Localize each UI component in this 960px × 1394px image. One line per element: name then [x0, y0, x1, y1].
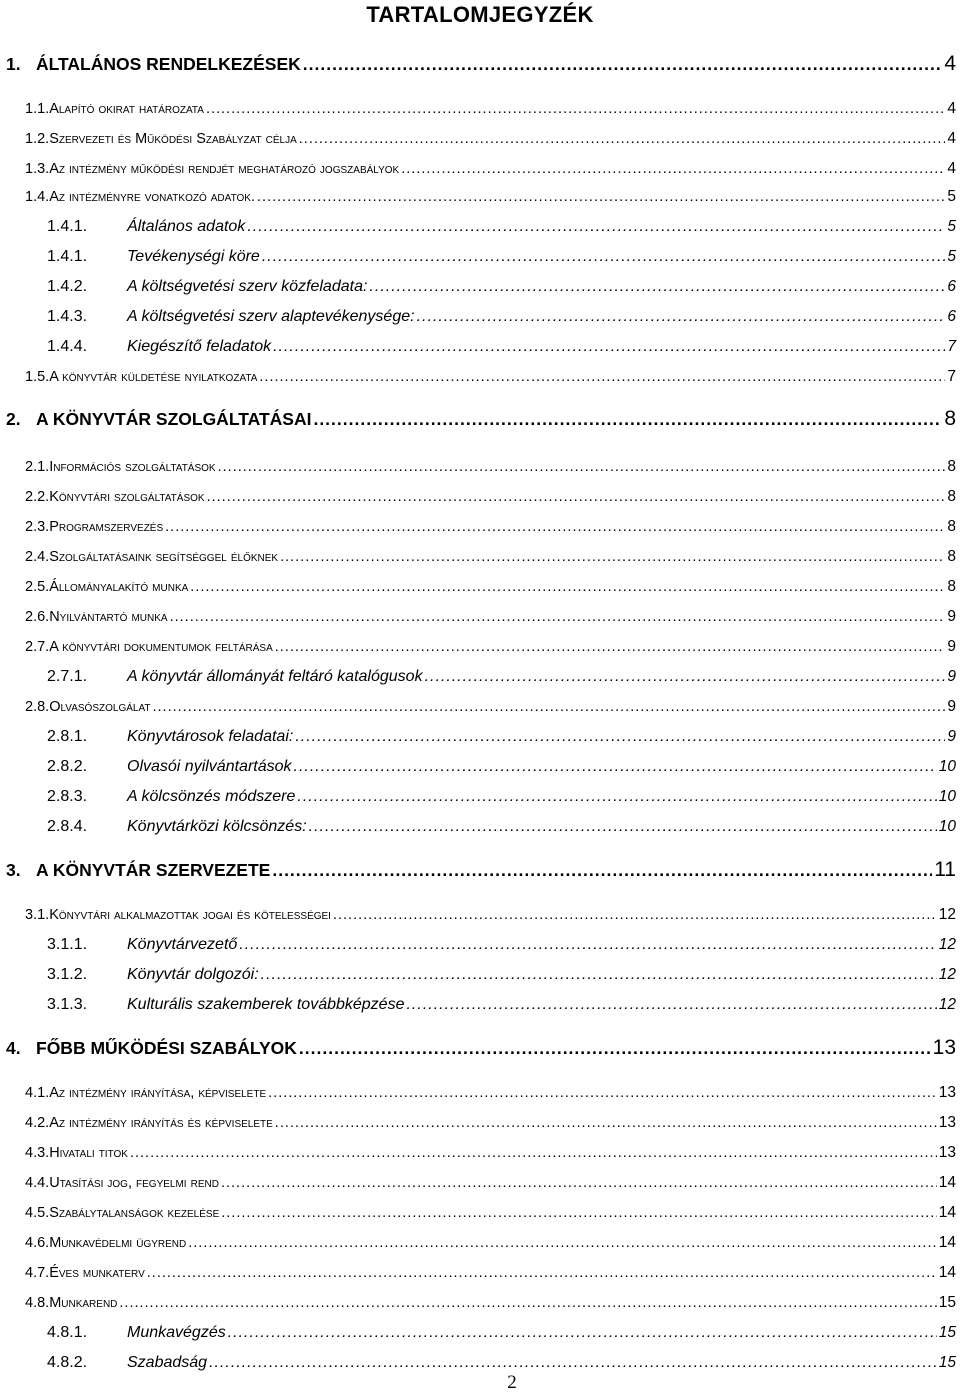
toc-entry-level-3[interactable]: [0, 758, 956, 776]
toc-entry-number: 1.4.: [25, 189, 50, 205]
toc-entry-page: 14: [938, 1174, 956, 1191]
toc-entry-page: 8: [944, 407, 956, 430]
toc-entry-page: 5: [947, 188, 956, 205]
toc-entry-number: 2.8.: [25, 699, 50, 715]
toc-entry-title: Könyvtárközi kölcsönzés:: [127, 818, 307, 835]
toc-entry-number: 2.3.: [25, 519, 50, 535]
toc-entry-number: 2.8.1.: [47, 728, 88, 745]
toc-dot-leader: [280, 549, 945, 565]
toc-entry-title: Szervezeti és Működési Szabályzat célja: [49, 131, 297, 147]
toc-dot-leader: [299, 1038, 931, 1059]
toc-entry-title: Állományalakító munka: [49, 579, 189, 595]
toc-entry-level-2[interactable]: [0, 698, 956, 716]
toc-dot-leader: [206, 101, 945, 117]
page-number: 2: [507, 1372, 517, 1393]
toc-dot-leader: [209, 1354, 937, 1372]
toc-entry-title: Az intézmény működési rendjét meghatározó jogszabályok: [49, 161, 400, 177]
toc-entry-level-1[interactable]: [0, 407, 956, 431]
toc-entry-level-2[interactable]: [0, 160, 956, 178]
toc-entry-page: 4: [947, 160, 956, 177]
toc-dot-leader: [401, 161, 945, 177]
toc-entry-number: 1.1.: [25, 101, 50, 117]
toc-entry-number: 2.7.1.: [47, 668, 88, 685]
toc-entry-page: 15: [938, 1294, 956, 1311]
toc-entry-page: 7: [947, 338, 956, 355]
toc-entry-level-2[interactable]: [0, 608, 956, 626]
toc-entry-level-3[interactable]: [0, 668, 956, 686]
toc-dot-leader: [247, 218, 945, 236]
toc-entry-level-3[interactable]: [0, 308, 956, 326]
toc-entry-page: 9: [947, 638, 956, 655]
toc-entry-page: 13: [938, 1084, 956, 1101]
toc-entry-title: Az intézmény irányítás és képviselete: [49, 1115, 273, 1131]
toc-dot-leader: [257, 189, 945, 205]
toc-entry-number: 4.1.: [25, 1085, 50, 1101]
toc-entry-title: Szolgáltatásaink segítséggel élőknek: [49, 549, 279, 565]
toc-dot-leader: [239, 936, 936, 954]
toc-entry-title: Programszervezés: [49, 519, 164, 535]
toc-entry-number: 4.3.: [25, 1145, 50, 1161]
toc-entry-level-1[interactable]: [0, 858, 956, 882]
toc-entry-level-3[interactable]: [0, 248, 956, 266]
toc-dot-leader: [259, 369, 945, 385]
toc-entry-title: Az intézményre vonatkozó adatok.: [49, 189, 255, 205]
toc-entry-number: 3.1.2.: [47, 966, 88, 983]
toc-dot-leader: [188, 1235, 937, 1251]
toc-entry-level-2[interactable]: [0, 458, 956, 476]
toc-entry-page: 12: [938, 966, 956, 983]
toc-dot-leader: [207, 489, 946, 505]
toc-entry-title: FŐBB MŰKÖDÉSI SZABÁLYOK: [36, 1038, 297, 1058]
toc-entry-number: 2.4.: [25, 549, 50, 565]
toc-entry-page: 4: [947, 130, 956, 147]
toc-dot-leader: [406, 996, 936, 1014]
toc-entry-title: A kölcsönzés módszere: [127, 788, 296, 805]
toc-dot-leader: [295, 728, 945, 746]
toc-entry-title: A KÖNYVTÁR SZOLGÁLTATÁSAI: [36, 409, 312, 429]
toc-entry-level-2[interactable]: [0, 1114, 956, 1132]
toc-entry-number: 2.2.: [25, 489, 50, 505]
toc-dot-leader: [294, 758, 937, 776]
toc-entry-level-2[interactable]: [0, 1234, 956, 1252]
toc-entry-title: Információs szolgáltatások: [49, 459, 216, 475]
toc-entry-title: Szabálytalanságok kezelése: [49, 1205, 220, 1221]
toc-entry-title: A könyvtári dokumentumok feltárása: [49, 639, 273, 655]
toc-entry-title: Hivatali titok: [49, 1145, 128, 1161]
toc-entry-page: 14: [938, 1204, 956, 1221]
toc-dot-leader: [165, 519, 945, 535]
toc-dot-leader: [275, 639, 946, 655]
toc-entry-title: Kulturális szakemberek továbbképzése: [127, 996, 405, 1013]
toc-entry-number: 1.3.: [25, 161, 50, 177]
toc-dot-leader: [417, 308, 946, 326]
toc-entry-number: 4.8.2.: [47, 1354, 88, 1371]
toc-entry-page: 10: [938, 818, 956, 835]
toc-entry-number: 2.6.: [25, 609, 50, 625]
toc-dot-leader: [119, 1295, 936, 1311]
toc-entry-page: 6: [947, 278, 956, 295]
toc-entry-number: 4.4.: [25, 1175, 50, 1191]
toc-dot-leader: [275, 1115, 937, 1131]
toc-entry-level-2[interactable]: [0, 518, 956, 536]
toc-entry-number: 4.8.: [25, 1295, 50, 1311]
toc-dot-leader: [333, 907, 937, 923]
toc-entry-level-2[interactable]: [0, 188, 956, 206]
toc-entry-level-3[interactable]: [0, 1354, 956, 1372]
toc-dot-leader: [153, 699, 946, 715]
toc-dot-leader: [130, 1145, 937, 1161]
toc-entry-page: 10: [938, 758, 956, 775]
toc-entry-number: 1.: [6, 54, 21, 74]
toc-dot-leader: [228, 1324, 937, 1342]
toc-entry-title: Nyilvántartó munka: [49, 609, 168, 625]
toc-entry-title: A KÖNYVTÁR SZERVEZETE: [36, 860, 271, 880]
toc-entry-page: 9: [947, 608, 956, 625]
toc-entry-title: A költségvetési szerv alaptevékenysége:: [127, 308, 415, 325]
toc-entry-page: 12: [938, 996, 956, 1013]
toc-dot-leader: [309, 818, 937, 836]
toc-entry-number: 1.4.4.: [47, 338, 88, 355]
toc-entry-number: 3.1.3.: [47, 996, 88, 1013]
toc-entry-number: 4.5.: [25, 1205, 50, 1221]
toc-entry-page: 4: [944, 52, 956, 75]
toc-entry-title: Kiegészítő feladatok: [127, 338, 272, 355]
toc-entry-title: Könyvtárosok feladatai:: [127, 728, 294, 745]
toc-entry-number: 2.5.: [25, 579, 50, 595]
toc-entry-page: 15: [938, 1354, 956, 1371]
toc-entry-level-2[interactable]: [0, 488, 956, 506]
toc-entry-page: 12: [938, 906, 956, 923]
toc-entry-page: 10: [938, 788, 956, 805]
toc-dot-leader: [369, 278, 945, 296]
toc-entry-page: 14: [938, 1234, 956, 1251]
toc-entry-number: 4.6.: [25, 1235, 50, 1251]
toc-entry-level-3[interactable]: [0, 788, 956, 806]
toc-dot-leader: [190, 579, 945, 595]
toc-dot-leader: [299, 131, 946, 147]
toc-entry-number: 1.5.: [25, 369, 50, 385]
toc-entry-title: Olvasószolgálat: [49, 699, 151, 715]
toc-entry-title: Könyvtár dolgozói:: [127, 966, 259, 983]
toc-dot-leader: [297, 788, 936, 806]
toc-entry-number: 2.8.3.: [47, 788, 88, 805]
toc-entry-level-3[interactable]: [0, 218, 956, 236]
toc-dot-leader: [221, 1175, 937, 1191]
toc-dot-leader: [313, 409, 942, 430]
toc-entry-page: 13: [932, 1036, 956, 1059]
toc-entry-number: 2.8.4.: [47, 818, 88, 835]
toc-entry-level-2[interactable]: [0, 1204, 956, 1222]
toc-entry-number: 1.4.1.: [47, 218, 88, 235]
toc-entry-number: 4.2.: [25, 1115, 50, 1131]
toc-entry-level-2[interactable]: [0, 1294, 956, 1312]
toc-entry-level-2[interactable]: [0, 130, 956, 148]
toc-dot-leader: [221, 1205, 937, 1221]
toc-entry-title: Az intézmény irányítása, képviselete: [49, 1085, 267, 1101]
toc-entry-page: 11: [934, 858, 956, 881]
toc-entry-level-3[interactable]: [0, 936, 956, 954]
toc-entry-page: 8: [947, 548, 956, 565]
toc-entry-page: 9: [947, 698, 956, 715]
toc-entry-level-3[interactable]: [0, 996, 956, 1014]
toc-entry-title: ÁLTALÁNOS RENDELKEZÉSEK: [36, 54, 301, 74]
toc-entry-title: Könyvtári szolgáltatások: [49, 489, 205, 505]
toc-entry-number: 4.: [6, 1038, 21, 1058]
toc-entry-level-3[interactable]: [0, 1324, 956, 1342]
toc-entry-title: A költségvetési szerv közfeladata:: [127, 278, 368, 295]
toc-entry-level-2[interactable]: [0, 548, 956, 566]
toc-entry-title: Könyvtárvezető: [127, 936, 238, 953]
toc-entry-page: 9: [947, 668, 956, 685]
toc-entry-level-2[interactable]: [0, 368, 956, 386]
toc-entry-number: 1.4.1.: [47, 248, 88, 265]
toc-entry-page: 8: [947, 488, 956, 505]
toc-entry-level-2[interactable]: [0, 100, 956, 118]
toc-entry-number: 4.7.: [25, 1265, 50, 1281]
toc-dot-leader: [272, 860, 932, 881]
toc-entry-number: 2.7.: [25, 639, 50, 655]
toc-entry-title: Munkavégzés: [127, 1324, 226, 1341]
toc-entry-page: 8: [947, 518, 956, 535]
toc-entry-page: 7: [947, 368, 956, 385]
toc-entry-page: 5: [947, 218, 956, 235]
toc-entry-number: 1.4.3.: [47, 308, 88, 325]
toc-entry-number: 2.: [6, 409, 21, 429]
toc-dot-leader: [425, 668, 946, 686]
toc-entry-page: 13: [938, 1114, 956, 1131]
toc-entry-level-3[interactable]: [0, 818, 956, 836]
toc-entry-page: 12: [938, 936, 956, 953]
toc-entry-page: 6: [947, 308, 956, 325]
toc-entry-level-2[interactable]: [0, 1174, 956, 1192]
toc-entry-number: 3.1.: [25, 907, 50, 923]
toc-dot-leader: [261, 966, 937, 984]
toc-entry-page: 5: [947, 248, 956, 265]
toc-dot-leader: [303, 54, 943, 75]
toc-entry-number: 1.4.2.: [47, 278, 88, 295]
toc-entry-title: Tevékenységi köre: [127, 248, 260, 265]
toc-entry-level-2[interactable]: [0, 1144, 956, 1162]
page-title: TARTALOMJEGYZÉK: [366, 2, 594, 27]
toc-entry-page: 8: [947, 578, 956, 595]
toc-entry-number: 1.2.: [25, 131, 50, 147]
toc-dot-leader: [268, 1085, 937, 1101]
toc-entry-page: 13: [938, 1144, 956, 1161]
toc-entry-number: 3.: [6, 860, 21, 880]
toc-entry-number: 3.1.1.: [47, 936, 88, 953]
toc-entry-title: Munkarend: [49, 1295, 118, 1311]
toc-entry-level-2[interactable]: [0, 1264, 956, 1282]
toc-entry-title: Éves munkaterv: [49, 1265, 145, 1281]
toc-dot-leader: [170, 609, 946, 625]
toc-entry-title: Munkavédelmi ügyrend: [49, 1235, 187, 1251]
toc-dot-leader: [218, 459, 946, 475]
toc-entry-level-3[interactable]: [0, 966, 956, 984]
toc-entry-level-2[interactable]: [0, 906, 956, 924]
toc-entry-title: Alapító okirat határozata: [49, 101, 204, 117]
toc-entry-page: 4: [947, 100, 956, 117]
toc-entry-level-3[interactable]: [0, 728, 956, 746]
toc-entry-page: 14: [938, 1264, 956, 1281]
toc-entry-title: Olvasói nyilvántartások: [127, 758, 292, 775]
toc-entry-number: 2.1.: [25, 459, 50, 475]
toc-entry-title: A könyvtár állományát feltáró katalógusok: [127, 668, 423, 685]
toc-dot-leader: [273, 338, 945, 356]
toc-entry-number: 4.8.1.: [47, 1324, 88, 1341]
toc-entry-page: 9: [947, 728, 956, 745]
toc-entry-page: 15: [938, 1324, 956, 1341]
toc-entry-level-3[interactable]: [0, 278, 956, 296]
toc-entry-title: Utasítási jog, fegyelmi rend: [49, 1175, 219, 1191]
toc-entry-level-2[interactable]: [0, 1084, 956, 1102]
toc-entry-level-1[interactable]: [0, 52, 956, 76]
toc-entry-level-2[interactable]: [0, 638, 956, 656]
toc-dot-leader: [147, 1265, 937, 1281]
toc-entry-title: Általános adatok: [127, 218, 246, 235]
toc-entry-title: A könyvtár küldetése nyilatkozata: [49, 369, 258, 385]
toc-entry-number: 2.8.2.: [47, 758, 88, 775]
toc-entry-title: Szabadság: [127, 1354, 208, 1371]
toc-entry-level-2[interactable]: [0, 578, 956, 596]
toc-entry-title: Könyvtári alkalmazottak jogai és kötelességei: [49, 907, 331, 923]
toc-dot-leader: [262, 248, 946, 266]
toc-entry-level-1[interactable]: [0, 1036, 956, 1060]
toc-entry-level-3[interactable]: [0, 338, 956, 356]
toc-entry-page: 8: [947, 458, 956, 475]
